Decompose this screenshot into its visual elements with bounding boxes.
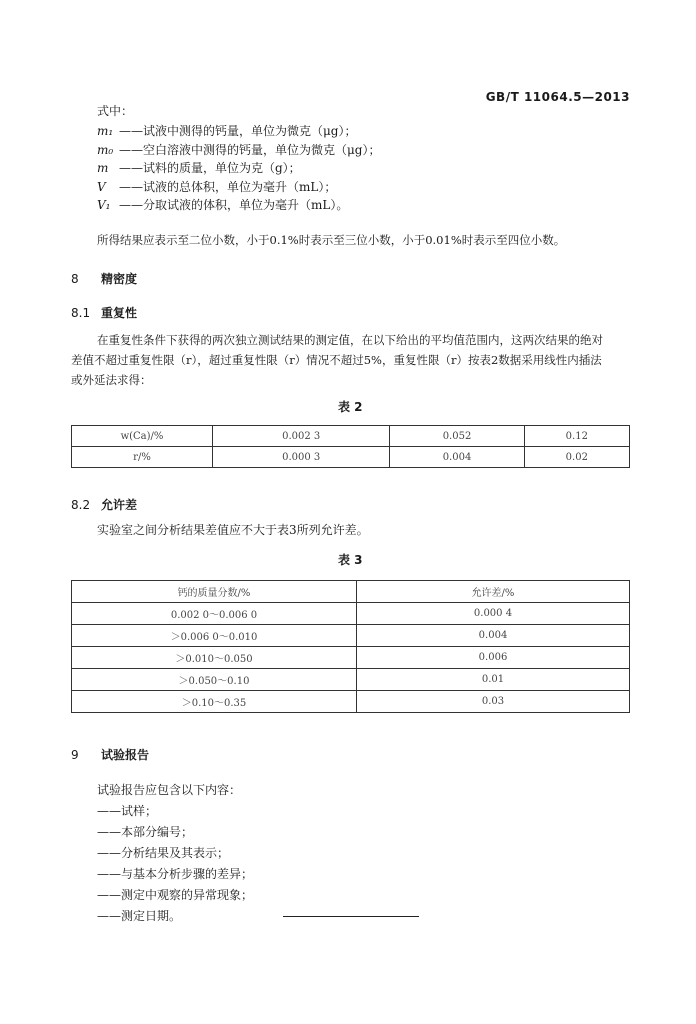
table-cell: 0.000 3 [213,447,390,468]
list-item: ——测定中观察的异常现象； [97,888,254,902]
table-cell: w(Ca)/% [72,426,213,447]
table-cell: 0.12 [524,426,629,447]
variable-row [97,178,380,197]
result-note: 所得结果应表示至二位小数，小于0.1%时表示至三位小数，小于0.01%时表示至四位小数。 [97,233,566,247]
repeatability-paragraph [71,330,631,390]
variable-desc: ——试液中测得的钙量，单位为微克（μg）； [119,124,357,138]
table-cell: 0.006 [357,647,630,669]
table-row [72,426,630,447]
table-row [72,647,630,669]
table-row [72,447,630,468]
section-title: 允许差 [101,498,138,512]
report-intro: 试验报告应包含以下内容： [97,783,242,797]
section-8-heading [71,270,137,287]
table-row [72,691,630,713]
list-item: ——试样； [97,804,158,818]
variable-list [97,122,380,215]
table-cell: 0.02 [524,447,629,468]
table-cell: 0.004 [390,447,524,468]
section-title: 重复性 [101,306,138,320]
paragraph-line: 差值不超过重复性限（r），超过重复性限（r）情况不超过5%，重复性限（r）按表2数据采用线性内插法 [71,353,602,367]
variable-symbol: V [97,179,106,194]
table-3-caption: 表 3 [338,553,363,567]
section-9-heading [71,746,149,763]
table-cell: 0.03 [357,691,630,713]
section-number: 8 [71,272,79,286]
table-2-caption: 表 2 [338,400,363,414]
variable-row [97,196,380,215]
table-cell: 0.002 0～0.006 0 [72,603,357,625]
section-8-2-heading [71,496,137,513]
table-2 [71,425,630,468]
section-8-1-heading [71,304,137,321]
table-row [72,669,630,691]
table-cell: 0.002 3 [213,426,390,447]
table-cell: r/% [72,447,213,468]
column-header: 钙的质量分数/% [72,581,357,603]
table-cell: 0.004 [357,625,630,647]
variable-symbol: m₀ [97,142,114,157]
variable-symbol: V₁ [97,198,111,212]
section-number: 8.1 [71,306,91,320]
where-label: 式中： [97,104,134,118]
table-row [72,625,630,647]
paragraph-line: 或外延法求得： [71,373,152,387]
standard-code: GB/T 11064.5—2013 [485,90,630,104]
table-cell: 0.052 [390,426,524,447]
table-cell: ＞0.050～0.10 [72,669,357,691]
end-rule [283,916,419,917]
section-number: 8.2 [71,498,91,512]
paragraph-line: 在重复性条件下获得的两次独立测试结果的测定值，在以下给出的平均值范围内，这两次结果的绝对 [97,333,603,347]
table-cell: ＞0.006 0～0.010 [72,625,357,647]
variable-desc: ——空白溶液中测得的钙量，单位为微克（μg）； [119,142,381,157]
variable-row [97,122,380,141]
variable-row [97,159,380,178]
variable-desc: ——试料的质量，单位为克（g）； [119,161,301,175]
table-cell: ＞0.10～0.35 [72,691,357,713]
variable-desc: ——分取试液的体积，单位为毫升（mL）。 [119,198,349,212]
table-3 [71,580,630,713]
variable-symbol: m [97,161,109,175]
list-item: ——与基本分析步骤的差异； [97,867,254,881]
section-title: 试验报告 [101,748,150,762]
list-item: ——分析结果及其表示； [97,846,230,860]
variable-symbol: m₁ [97,124,114,138]
column-header: 允许差/% [357,581,630,603]
table-cell: 0.01 [357,669,630,691]
section-title: 精密度 [101,272,138,286]
list-item: ——测定日期。 [97,909,182,923]
table-header-row [72,581,630,603]
table-row [72,603,630,625]
variable-row [97,141,380,160]
list-item: ——本部分编号； [97,825,194,839]
section-number: 9 [71,748,79,762]
report-item-list [97,801,253,927]
table-cell: 0.000 4 [357,603,630,625]
table-cell: ＞0.010～0.050 [72,647,357,669]
tolerance-paragraph: 实验室之间分析结果差值应不大于表3所列允许差。 [97,523,369,537]
variable-desc: ——试液的总体积，单位为毫升（mL）； [119,179,337,194]
